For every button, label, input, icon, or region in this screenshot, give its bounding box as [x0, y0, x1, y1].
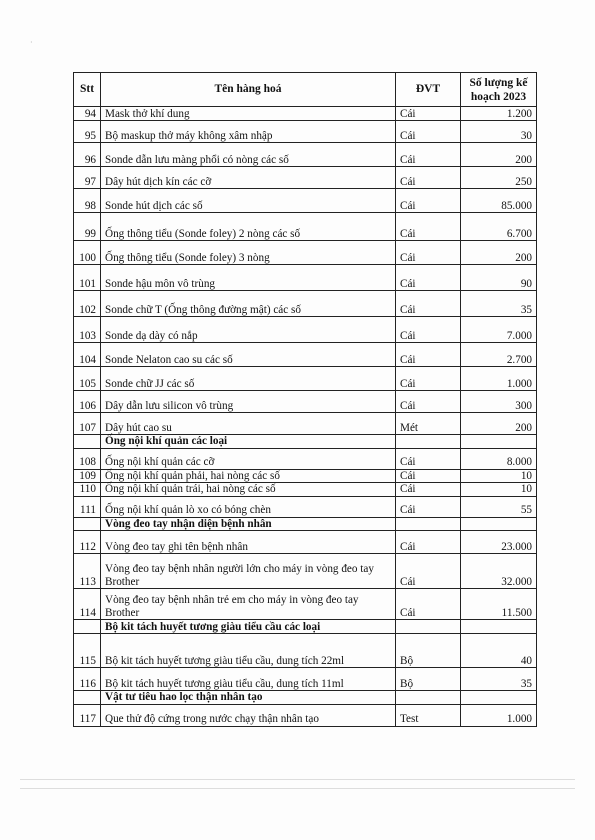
section-stt-cell: [74, 517, 101, 531]
row-name: Ống nội khí quản trái, hai nòng các số: [101, 483, 396, 497]
table-row: [74, 343, 537, 367]
header-unit: ĐVT: [396, 73, 461, 107]
row-unit: Cái: [396, 391, 461, 413]
table-row: [74, 531, 537, 554]
row-stt: 112: [74, 531, 101, 554]
row-name: Ống thông tiểu (Sonde foley) 2 nòng các số: [101, 213, 396, 241]
table-body: [74, 107, 537, 727]
row-qty: 11.500: [461, 589, 537, 620]
row-name: Dây dẫn lưu silicon vô trùng: [101, 391, 396, 413]
section-stt-cell: [74, 435, 101, 449]
header-stt: Stt: [74, 73, 101, 107]
row-name: Sonde chữ T (Ống thông đường mật) các số: [101, 291, 396, 317]
row-name: Ống thông tiểu (Sonde foley) 3 nòng: [101, 241, 396, 265]
row-qty: 250: [461, 167, 537, 189]
row-name: Sonde Nelaton cao su các số: [101, 343, 396, 367]
table-row: [74, 265, 537, 291]
row-name: Vòng đeo tay bệnh nhân người lớn cho máy in vòng đeo tay Brother: [101, 554, 396, 589]
row-stt: 107: [74, 413, 101, 435]
table-row: [74, 121, 537, 143]
table-header-row: [74, 73, 537, 107]
row-name: Ống nội khí quản lò xo có bóng chèn: [101, 496, 396, 517]
row-name: Vòng đeo tay bệnh nhân trẻ em cho máy in vòng đeo tay Brother: [101, 589, 396, 620]
section-row: [74, 517, 537, 531]
row-unit: Cái: [396, 496, 461, 517]
row-stt: 98: [74, 189, 101, 213]
row-unit: Test: [396, 704, 461, 726]
section-row: [74, 691, 537, 705]
row-unit: Cái: [396, 531, 461, 554]
table-row: [74, 413, 537, 435]
row-stt: 94: [74, 107, 101, 121]
table-row: [74, 189, 537, 213]
row-qty: 200: [461, 143, 537, 167]
row-stt: 97: [74, 167, 101, 189]
table-row: [74, 241, 537, 265]
row-unit: Cái: [396, 367, 461, 391]
row-stt: 106: [74, 391, 101, 413]
row-qty: 1.000: [461, 704, 537, 726]
row-unit: Cái: [396, 107, 461, 121]
row-stt: 102: [74, 291, 101, 317]
row-stt: 108: [74, 448, 101, 469]
table-row: [74, 634, 537, 668]
row-name: Ống nội khí quản phải, hai nòng các số: [101, 469, 396, 483]
row-stt: 111: [74, 496, 101, 517]
row-qty: 10: [461, 469, 537, 483]
section-unit-cell: [396, 435, 461, 449]
row-qty: 1.200: [461, 107, 537, 121]
row-unit: Cái: [396, 343, 461, 367]
row-qty: 35: [461, 668, 537, 691]
table-row: [74, 483, 537, 497]
row-name: Dây hút cao su: [101, 413, 396, 435]
row-name: Bộ maskup thở máy không xâm nhập: [101, 121, 396, 143]
row-unit: Cái: [396, 554, 461, 589]
table-row: [74, 448, 537, 469]
table-row: [74, 167, 537, 189]
row-stt: 105: [74, 367, 101, 391]
row-unit: Cái: [396, 121, 461, 143]
row-qty: 6.700: [461, 213, 537, 241]
goods-table: [73, 72, 537, 727]
row-name: Sonde chữ JJ các số: [101, 367, 396, 391]
row-name: Bộ kit tách huyết tương giàu tiểu cầu, dung tích 22ml: [101, 634, 396, 668]
table-row: [74, 589, 537, 620]
table-row: [74, 469, 537, 483]
row-stt: 109: [74, 469, 101, 483]
row-name: Sonde hậu môn vô trùng: [101, 265, 396, 291]
section-title: Bộ kit tách huyết tương giàu tiểu cầu các loại: [101, 620, 396, 634]
row-stt: 99: [74, 213, 101, 241]
row-stt: 103: [74, 317, 101, 343]
scan-speck: ·: [30, 38, 33, 47]
section-row: [74, 435, 537, 449]
section-unit-cell: [396, 691, 461, 705]
section-qty-cell: [461, 435, 537, 449]
row-name: Sonde dạ dày có nắp: [101, 317, 396, 343]
section-qty-cell: [461, 517, 537, 531]
row-qty: 85.000: [461, 189, 537, 213]
row-unit: Cái: [396, 291, 461, 317]
table-row: [74, 213, 537, 241]
row-qty: 2.700: [461, 343, 537, 367]
row-stt: 95: [74, 121, 101, 143]
section-title: Ống nội khí quản các loại: [101, 435, 396, 449]
section-stt-cell: [74, 620, 101, 634]
row-name: Vòng đeo tay ghi tên bệnh nhân: [101, 531, 396, 554]
section-unit-cell: [396, 517, 461, 531]
row-name: Mask thở khí dung: [101, 107, 396, 121]
row-qty: 10: [461, 483, 537, 497]
row-unit: Cái: [396, 189, 461, 213]
row-qty: 30: [461, 121, 537, 143]
row-unit: Cái: [396, 469, 461, 483]
table-row: [74, 496, 537, 517]
row-qty: 35: [461, 291, 537, 317]
row-unit: Cái: [396, 317, 461, 343]
row-unit: Cái: [396, 167, 461, 189]
row-stt: 117: [74, 704, 101, 726]
row-unit: Bộ: [396, 634, 461, 668]
row-qty: 1.000: [461, 367, 537, 391]
scan-edge-line: [20, 779, 575, 780]
table-row: [74, 554, 537, 589]
row-stt: 110: [74, 483, 101, 497]
row-unit: Mét: [396, 413, 461, 435]
row-stt: 115: [74, 634, 101, 668]
table-row: [74, 704, 537, 726]
row-qty: 8.000: [461, 448, 537, 469]
row-stt: 100: [74, 241, 101, 265]
table-row: [74, 143, 537, 167]
row-unit: Bộ: [396, 668, 461, 691]
row-stt: 96: [74, 143, 101, 167]
row-unit: Cái: [396, 241, 461, 265]
row-unit: Cái: [396, 265, 461, 291]
table-row: [74, 317, 537, 343]
row-name: Dây hút dịch kín các cỡ: [101, 167, 396, 189]
table-row: [74, 107, 537, 121]
row-unit: Cái: [396, 483, 461, 497]
row-unit: Cái: [396, 143, 461, 167]
row-qty: 200: [461, 413, 537, 435]
row-name: Que thử độ cứng trong nước chạy thận nhân tạo: [101, 704, 396, 726]
row-qty: 300: [461, 391, 537, 413]
header-name: Tên hàng hoá: [101, 73, 396, 107]
row-stt: 114: [74, 589, 101, 620]
row-stt: 104: [74, 343, 101, 367]
row-stt: 101: [74, 265, 101, 291]
row-qty: 32.000: [461, 554, 537, 589]
row-qty: 200: [461, 241, 537, 265]
section-title: Vật tư tiêu hao lọc thận nhân tạo: [101, 691, 396, 705]
row-name: Sonde hút dịch các số: [101, 189, 396, 213]
section-row: [74, 620, 537, 634]
section-qty-cell: [461, 620, 537, 634]
row-name: Sonde dẫn lưu màng phổi có nòng các số: [101, 143, 396, 167]
row-name: Bộ kit tách huyết tương giàu tiểu cầu, dung tích 11ml: [101, 668, 396, 691]
table-row: [74, 291, 537, 317]
row-qty: 55: [461, 496, 537, 517]
scan-edge-line: [20, 788, 575, 789]
table-row: [74, 391, 537, 413]
row-qty: 7.000: [461, 317, 537, 343]
row-stt: 113: [74, 554, 101, 589]
row-unit: Cái: [396, 213, 461, 241]
row-qty: 23.000: [461, 531, 537, 554]
section-stt-cell: [74, 691, 101, 705]
row-qty: 40: [461, 634, 537, 668]
row-name: Ống nội khí quản các cỡ: [101, 448, 396, 469]
section-unit-cell: [396, 620, 461, 634]
section-qty-cell: [461, 691, 537, 705]
row-unit: Cái: [396, 448, 461, 469]
table-row: [74, 367, 537, 391]
row-unit: Cái: [396, 589, 461, 620]
table-row: [74, 668, 537, 691]
header-qty: Số lượng kế hoạch 2023: [461, 73, 537, 107]
row-stt: 116: [74, 668, 101, 691]
section-title: Vòng đeo tay nhận diện bệnh nhân: [101, 517, 396, 531]
row-qty: 90: [461, 265, 537, 291]
